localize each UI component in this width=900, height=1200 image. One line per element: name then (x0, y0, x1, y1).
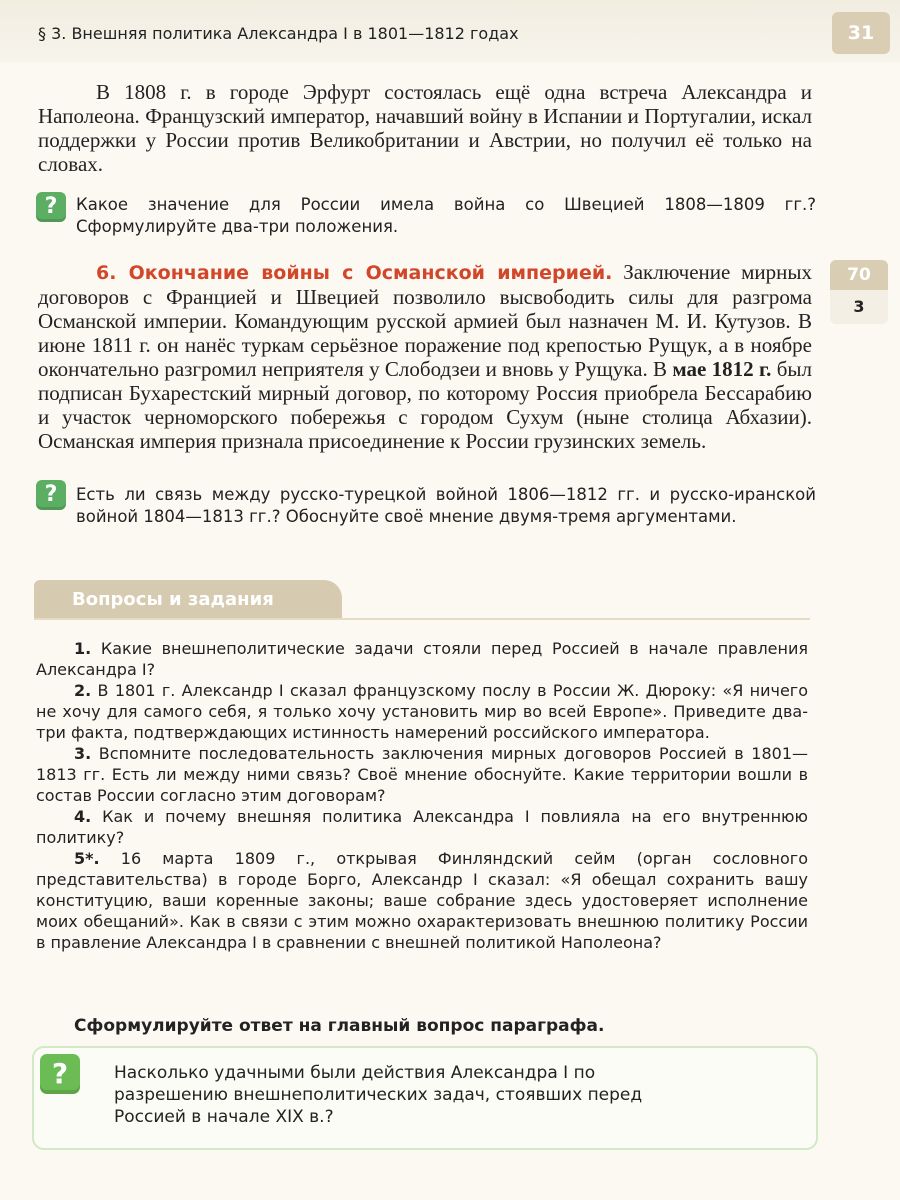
section-6-heading: 6. Окончание войны с Османской империей. (96, 262, 613, 284)
task-item (36, 638, 808, 680)
section-6-bold-date: мае 1812 г. (672, 357, 772, 381)
question-wars-connection: Есть ли связь между русско-турецкой войной 1806—1812 гг. и русско-иранской войной 1804—1813 гг.? Обоснуйте своё мнение двумя-тремя аргументами. (76, 485, 816, 526)
page-header (0, 0, 900, 62)
task-item (36, 806, 808, 848)
margin-tab-bottom: 3 (830, 290, 888, 324)
question-mark-icon: ? (36, 192, 66, 222)
final-task-heading: Сформулируйте ответ на главный вопрос параграфа. (74, 1016, 605, 1036)
section-6-paragraph (38, 260, 812, 453)
task-item (36, 743, 808, 806)
tasks-list (36, 638, 808, 953)
task-text: 16 марта 1809 г., открывая Финляндский сейм (орган сословного представительства) в городе Борго, Александр I сказал: «Я обещал сохранить вашу конституцию, ваши коренные законы; ваше собрание здесь удостоверяет исполнение моих обещаний». Как в связи с этим можно охарактеризовать внешнюю политику России в правление Александра I в сравнении с внешней политикой Наполеона? (36, 849, 808, 952)
tasks-section-title: Вопросы и задания (34, 580, 342, 618)
margin-reference-tab (830, 260, 888, 324)
task-number: 5*. (74, 849, 100, 868)
task-text: Вспомните последовательность заключения мирных договоров Россией в 1801—1813 гг. Есть ли между ними связь? Своё мнение обоснуйте. Какие территории вошли в состав России согласно этим договорам? (36, 744, 808, 805)
task-item (36, 680, 808, 743)
question-mark-icon: ? (36, 480, 66, 510)
question-mark-icon: ? (40, 1054, 80, 1094)
question-sweden: Какое значение для России имела война со Швецией 1808—1809 гг.? Сформулируйте два-три положения. (76, 195, 816, 236)
paragraph-erfurt: В 1808 г. в городе Эрфурт состоялась ещё одна встреча Александра и Наполеона. Французский император, начавший войну в Испании и Португалии, искал поддержки у России против Великобритании и Австрии, но получил её только на словах. (38, 80, 812, 176)
task-item (36, 848, 808, 953)
page-number: 31 (832, 12, 890, 54)
task-number: 1. (74, 639, 92, 658)
section-divider (34, 618, 810, 620)
main-question-text: Насколько удачными были действия Александра I по разрешению внешнеполитических задач, стоявших перед Россией в начале XIX в.? (114, 1063, 643, 1127)
section-6-text-2: был подписан Бухарестский мирный договор, по которому Россия приобрела Бессарабию и участок черноморского побережья с городом Сухум (ныне столица Абхазии). Османская империя признала присоединение к России грузинских земель. (38, 357, 812, 453)
task-text: Какие внешнеполитические задачи стояли перед Россией в начале правления Александра I? (36, 639, 808, 679)
paragraph-title: § 3. Внешняя политика Александра I в 1801—1812 годах (38, 24, 519, 43)
task-number: 4. (74, 807, 92, 826)
task-number: 2. (74, 681, 92, 700)
section-6-text-1: Заключение мирных договоров с Францией и Швецией позволило высвободить силы для разгрома Османской империи. Командующим русской армией был назначен М. И. Кутузов. В июне 1811 г. он нанёс туркам серьёзное поражение под крепостью Рущук, а в ноябре окончательно разгромил неприятеля у Слободзеи и вновь у Рущука. В (38, 260, 813, 381)
task-number: 3. (74, 744, 92, 763)
task-text: Как и почему внешняя политика Александра I повлияла на его внутреннюю политику? (36, 807, 808, 847)
margin-tab-top: 70 (830, 260, 888, 290)
task-text: В 1801 г. Александр I сказал французскому послу в России Ж. Дюроку: «Я ничего не хочу для самого себя, я только хочу установить мир во всей Европе». Приведите два-три факта, подтверждающих истинность намерений российского императора. (36, 681, 808, 742)
